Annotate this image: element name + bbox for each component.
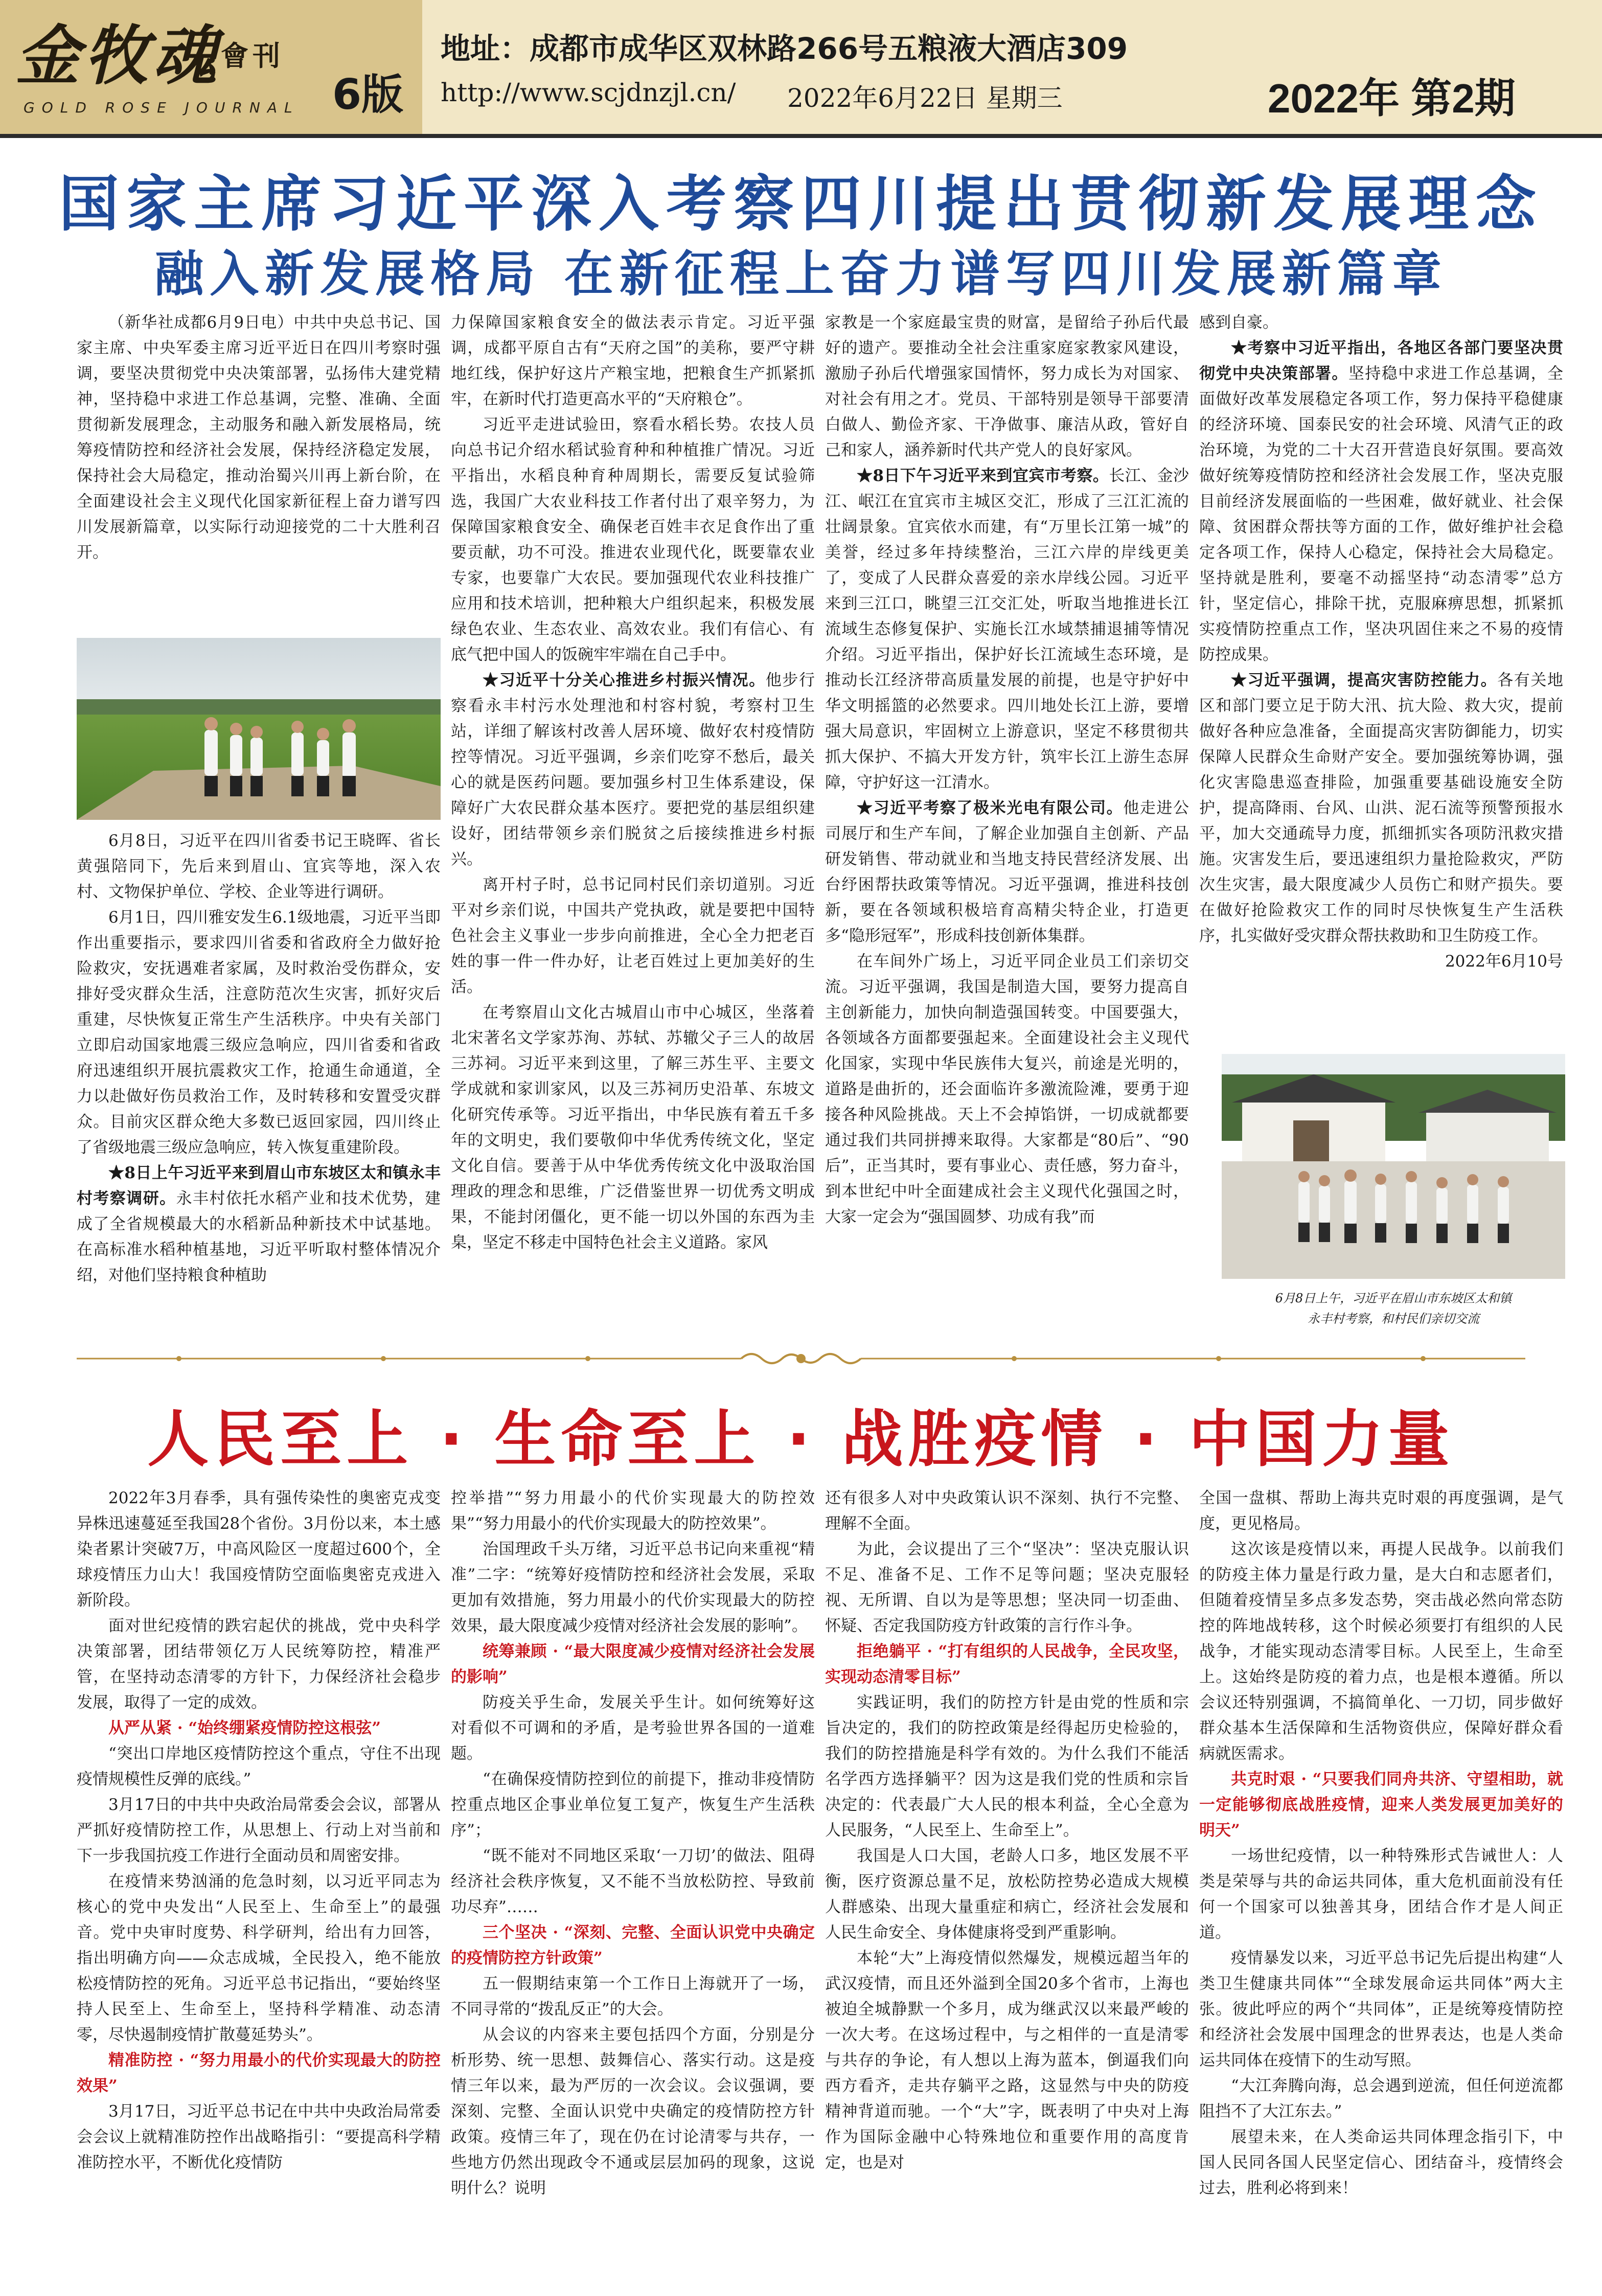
paragraph: 面对世纪疫情的跌宕起伏的挑战，党中央科学决策部署，团结带领亿万人民统筹防控，精准严管，在坚持动态清零的方针下，力保经济社会稳步发展，取得了一定的成效。 <box>77 1617 441 1712</box>
paragraph: “突出口岸地区疫情防控这个重点，守住不出现疫情规模性反弹的底线。” <box>77 1744 441 1788</box>
paragraph: 在疫情来势汹涌的危急时刻，以习近平同志为核心的党中央发出“人民至上、生命至上”的最强音。党中央审时度势、科学研判，给出有力回答，指出明确方向——众志成城，全民投入，绝不能放松疫情防控的死角。习近平总书记指出，“要始终坚持人民至上、生命至上，坚持科学精准、动态清零，尽快遏制疫情扩散蔓延势头”。 <box>77 1872 441 2044</box>
paragraph-body: 他步行察看永丰村污水处理池和村容村貌，考察村卫生站，详细了解该村改善人居环境、做好农村疫情防控等情况。习近平强调，乡亲们吃穿不愁后，最关心的就是医药问题。要加强乡村卫生体系建设，保障好广大农民群众基本医疗。要把党的基层组织建设好，团结带领乡亲们脱贫之后接续推进乡村振兴。 <box>451 671 815 868</box>
article1-column-3 <box>825 310 1189 1230</box>
section-heading: 共克时艰 · “只要我们同舟共济、守望相助，就一定能够彻底战胜疫情，迎来人类发展更加美好的明天” <box>1199 1770 1563 1840</box>
paragraph: 家教是一个家庭最宝贵的财富，是留给子孙后代最好的遗产。要推动全社会注重家庭家教家风建设，激励子孙后代增强家国情怀，努力成长为对国家、对社会有用之才。党员、干部特别是领导干部要清白做人、勤俭齐家、干净做事、廉洁从政，管好自己和家人，涵养新时代共产党人的良好家风。 <box>825 313 1189 460</box>
brand-name: 金牧魂 <box>15 18 221 94</box>
paragraph-body: 坚持稳中求进工作总基调，全面做好改革发展稳定各项工作，努力保持平稳健康的经济环境、国泰民安的社会环境、风清气正的政治环境，为党的二十大召开营造良好氛围。要高效做好统筹疫情防控和经济社会发展工作，坚决克服目前经济发展面临的一些困难，做好就业、社会保障、贫困群众帮扶等方面的工作，做好维护社会稳定各项工作，保持人心稳定，保持社会大局稳定。坚持就是胜利，要毫不动摇坚持“动态清零”总方针，坚定信心，排除干扰，克服麻痹思想，抓紧抓实疫情防控重点工作，坚决巩固住来之不易的疫情防控成果。 <box>1199 364 1564 664</box>
photo-rice-field-inspection <box>77 638 441 820</box>
paragraph: 6月8日，习近平在四川省委书记王晓晖、省长黄强陪同下，先后来到眉山、宜宾等地，深入农村、文物保护单位、学校、企业等进行调研。 <box>77 832 441 901</box>
paragraph: 疫情暴发以来，习近平总书记先后提出构建“人类卫生健康共同体”“全球发展命运共同体”两大主张。彼此呼应的两个“共同体”，正是统筹疫情防控和经济社会发展中国理念的世界表达，也是人类命运共同体在疫情下的生动写照。 <box>1199 1949 1563 2070</box>
paragraph: 实践证明，我们的防控方针是由党的性质和宗旨决定的，我们的防控政策是经得起历史检验的，我们的防控措施是科学有效的。为什么我们不能活名学西方选择躺平？因为这是我们党的性质和宗旨决定的：代表最广大人民的根本利益，全心全意为人民服务，“人民至上、生命至上”。 <box>825 1693 1189 1840</box>
paragraph <box>77 1160 441 1288</box>
photo-caption <box>1222 1288 1565 1329</box>
paragraph: 力保障国家粮食安全的做法表示肯定。习近平强调，成都平原自古有“天府之国”的美称，要严守耕地红线，保护好这片产粮宝地，把粮食生产抓紧抓牢，在新时代打造更高水平的“天府粮仓”。 <box>451 313 815 408</box>
article1-column-1b <box>77 828 441 1288</box>
article1-headline: 国家主席习近平深入考察四川提出贯彻新发展理念 <box>58 168 1543 239</box>
article1-subheadline: 融入新发展格局 在新征程上奋力谱写四川发展新篇章 <box>154 245 1448 303</box>
section-heading: 三个坚决 · “深刻、完整、全面认识党中央确定的疫情防控方针政策” <box>451 1923 815 1967</box>
paragraph: “大江奔腾向海，总会遇到逆流，但任何逆流都阻挡不了大江东去。” <box>1199 2077 1563 2121</box>
paragraph <box>451 668 815 872</box>
section-heading: 从严从紧 · “始终绷紧疫情防控这根弦” <box>108 1719 381 1737</box>
article2-column-3 <box>825 1485 1189 2175</box>
paragraph: 一场世纪疫情，以一种特殊形式告诫世人：人类是荣辱与共的命运共同体，重大危机面前没有任何一个国家可以独善其身，团结合作才是人间正道。 <box>1199 1847 1563 1942</box>
masthead <box>0 0 1602 134</box>
paragraph: 五一假期结束第一个工作日上海就开了一场，不同寻常的“拨乱反正”的大会。 <box>451 1974 815 2018</box>
paragraph: 从会议的内容来主要包括四个方面，分别是分析形势、统一思想、鼓舞信心、落实行动。这是疫情三年以来，最为严厉的一次会议。会议强调，要深刻、完整、全面认识党中央确定的疫情防控方针政策。疫情三年了，现在仍在讨论清零与共存，一些地方仍然出现政令不通或层层加码的现象，这说明什么？说明 <box>451 2026 815 2197</box>
paragraph-lead: ★考察中习近平指出，各地区各部门要坚决贯彻党中央决策部署。 <box>1199 339 1563 383</box>
section-heading: 统筹兼顾 · “最大限度减少疫情对经济社会发展的影响” <box>451 1642 815 1686</box>
issue-number: 2022年 第2期 <box>1268 76 1516 121</box>
paragraph: 控举措”“努力用最小的代价实现最大的防控效果”“努力用最小的代价实现最大的防控效果”。 <box>451 1489 815 1533</box>
paragraph: 在车间外广场上，习近平同企业员工们亲切交流。习近平强调，我国是制造大国，要努力提高自主创新能力，加快向制造强国转变。中国要强大，各领域各方面都要强起来。全面建设社会主义现代化国家，实现中华民族伟大复兴，前途是光明的，道路是曲折的，还会面临许多激流险滩，要勇于迎接各种风险挑战。天上不会掉馅饼，一切成就都要通过我们共同拼搏来取得。大家都是“80后”、“90后”，正当其时，要有事业心、责任感，努力奋斗，到本世纪中叶全面建成社会主义现代化强国之时，大家一定会为“强国圆梦、功成有我”而 <box>825 952 1189 1226</box>
paragraph: 我国是人口大国，老龄人口多，地区发展不平衡，医疗资源总量不足，放松防控势必造成大规模人群感染、出现大量重症和病亡，经济社会发展和人民生命安全、身体健康将受到严重影响。 <box>825 1847 1189 1942</box>
paragraph <box>825 795 1189 949</box>
paragraph <box>825 463 1189 795</box>
paragraph-lead: ★习近平考察了极米光电有限公司。 <box>857 799 1124 817</box>
article1-column-1 <box>77 310 441 565</box>
section-heading: 精准防控 · “努力用最小的代价实现最大的防控效果” <box>77 2051 441 2095</box>
paragraph: 治国理政千头万绪，习近平总书记向来重视“精准”二字：“统筹好疫情防控和经济社会发展，采取更加有效措施，努力用最小的代价实现最大的防控效果，最大限度减少疫情对经济社会发展的影响”。 <box>451 1540 815 1635</box>
paragraph-body: 永丰村依托水稻产业和技术优势，建成了全省规模最大的水稻新品种新技术中试基地。在高标准水稻种植基地，习近平听取村整体情况介绍，对他们坚持粮食种植助 <box>77 1189 441 1284</box>
ornamental-divider <box>77 1348 1525 1369</box>
article2-column-2 <box>451 1485 815 2201</box>
paragraph: （新华社成都6月9日电）中共中央总书记、国家主席、中央军委主席习近平近日在四川考察时强调，要坚决贯彻党中央决策部署，弘扬伟大建党精神，坚持稳中求进工作总基调，完整、准确、全面贯彻新发展理念，主动服务和融入新发展格局，统筹疫情防控和经济社会发展，保持经济稳定发展，保持社会大局稳定，推动治蜀兴川再上新台阶，在全面建设社会主义现代化国家新征程上奋力谱写四川发展新篇章，以实际行动迎接党的二十大胜利召开。 <box>77 313 441 562</box>
paragraph: “既不能对不同地区采取‘一刀切’的做法、阻碍经济社会秩序恢复，又不能不当放松防控、导致前功尽弃”…… <box>451 1847 815 1916</box>
article2-column-4 <box>1199 1485 1563 2201</box>
paragraph: 6月1日，四川雅安发生6.1级地震，习近平当即作出重要指示，要求四川省委和省政府全力做好抢险救灾，安抚遇难者家属，及时救治受伤群众，安排好受灾群众生活，注意防范次生灾害，抓好灾后重建，尽快恢复正常生产生活秩序。中央有关部门立即启动国家地震三级应急响应，四川省委和省政府迅速组织开展抗震救灾工作，抢通生命通道，全力以赴做好伤员救治工作，及时转移和安置受灾群众。目前灾区群众绝大多数已返回家园，四川终止了省级地震三级应急响应，转入恢复重建阶段。 <box>77 908 441 1157</box>
paragraph: 2022年3月春季，具有强传染性的奥密克戎变异株迅速蔓延至我国28个省份。3月份以来，本土感染者累计突破7万，中高风险区一度超过600个，全球疫情压力山大！我国疫情防空面临奥密克戎进入新阶段。 <box>77 1489 441 1610</box>
paragraph: “在确保疫情防控到位的前提下，推动非疫情防控重点地区企事业单位复工复产，恢复生产生活秩序”； <box>451 1770 815 1840</box>
website-link[interactable]: http://www.scjdnzjl.cn/ <box>441 78 736 107</box>
issue-date: 2022年6月22日 星期三 <box>787 83 1063 113</box>
paragraph: 防疫关乎生命，发展关乎生计。如何统筹好这对看似不可调和的矛盾，是考验世界各国的一道难题。 <box>451 1693 815 1763</box>
paragraph: 展望未来，在人类命运共同体理念指引下，中国人民同各国人民坚定信心、团结奋斗，疫情终会过去，胜利必将到来！ <box>1199 2128 1563 2197</box>
brand-english: GOLD ROSE JOURNAL <box>24 99 300 116</box>
section-heading: 拒绝躺平 · “打有组织的人民战争，全民攻坚，实现动态清零目标” <box>825 1642 1189 1686</box>
masthead-rule <box>0 134 1602 138</box>
paragraph: 习近平走进试验田，察看水稻长势。农技人员向总书记介绍水稻试验育种和种植推广情况。习近平指出，水稻良种育种周期长，需要反复试验筛选，我国广大农业科技工作者付出了艰辛努力，为保障国家粮食安全、确保老百姓丰衣足食作出了重要贡献，功不可没。推进农业现代化，既要靠农业专家，也要靠广大农民。要加强现代农业科技推广应用和技术培训，把种粮大户组织起来，积极发展绿色农业、生态农业、高效农业。我们有信心、有底气把中国人的饭碗牢牢端在自己手中。 <box>451 416 815 664</box>
paragraph: 全国一盘棋、帮助上海共克时艰的再度强调，是气度，更见格局。 <box>1199 1489 1563 1533</box>
paragraph <box>1199 335 1563 668</box>
paragraph-body: 各有关地区和部门要立足于防大汛、抗大险、救大灾，提前做好各种应急准备，全面提高灾害防御能力，切实保障人民群众生命财产安全。要加强统筹协调，强化灾害隐患巡查排险，加强重要基础设施安全防护，提高降雨、台风、山洪、泥石流等预警预报水平，加大交通疏导力度，抓细抓实各项防汛救灾措施。灾害发生后，要迅速组织力量抢险救灾，严防次生灾害，最大限度减少人员伤亡和财产损失。要在做好抢险救灾工作的同时尽快恢复生产生活秩序，扎实做好受灾群众帮扶救助和卫生防疫工作。 <box>1199 671 1564 945</box>
photo-village-exchange <box>1222 1054 1565 1279</box>
paragraph: 这次该是疫情以来，再提人民战争。以前我们的防疫主体力量是行政力量，是大白和志愿者们，但随着疫情呈多点多发态势，突击战必然向常态防控的阵地战转移，这个时候必须要打有组织的人民战争，才能实现动态清零目标。人民至上，生命至上。这始终是防疫的着力点，也是根本遵循。所以会议还特别强调，不搞简单化、一刀切，同步做好群众基本生活保障和生活物资供应，保障好群众看病就医需求。 <box>1199 1540 1563 1763</box>
page-number: 6版 <box>332 71 404 119</box>
paragraph-lead: ★习近平十分关心推进乡村振兴情况。 <box>483 671 766 690</box>
article2-headline: 人民至上 · 生命至上 · 战胜疫情 · 中国力量 <box>147 1404 1455 1475</box>
caption-line: 6月8日上午，习近平在眉山市东坡区太和镇 <box>1275 1291 1512 1305</box>
paragraph-body: 长江、金沙江、岷江在宜宾市主城区交汇，形成了三江汇流的壮阔景象。宜宾依水而建，有“万里长江第一城”的美誉，经过多年持续整治，三江六岸的岸线更美了，变成了人民群众喜爱的亲水岸线公园。习近平来到三江口，眺望三江交汇处，听取当地推进长江流域生态修复保护、实施长江水域禁捕退捕等情况介绍。习近平指出，保护好长江流域生态环境，是推动长江经济带高质量发展的前提，也是守护好中华文明摇篮的必然要求。四川地处长江上游，要增强大局意识，牢固树立上游意识，坚定不移贯彻共抓大保护、不搞大开发方针，筑牢长江上游生态屏障，守护好这一江清水。 <box>825 467 1189 792</box>
paragraph: 在考察眉山文化古城眉山市中心城区，坐落着北宋著名文学家苏洵、苏轼、苏辙父子三人的故居三苏祠。习近平来到这里，了解三苏生平、主要文学成就和家训家风，以及三苏祠历史沿革、东坡文化研究传承等。习近平指出，中华民族有着五千多年的文明史，我们要敬仰中华优秀传统文化，坚定文化自信。要善于从中华优秀传统文化中汲取治国理政的理念和思维，广泛借鉴世界一切优秀文明成果，不能封闭僵化，更不能一切以外国的东西为圭臬，坚定不移走中国特色社会主义道路。家风 <box>451 1003 815 1252</box>
article1-column-4 <box>1199 310 1563 974</box>
paragraph: 为此，会议提出了三个“坚决”：坚决克服认识不足、准备不足、工作不足等问题；坚决克服轻视、无所谓、自以为是等思想；坚决同一切歪曲、怀疑、否定我国防疫方针政策的言行作斗争。 <box>825 1540 1189 1635</box>
article2-column-1 <box>77 1485 441 2175</box>
paragraph: 3月17日，习近平总书记在中共中央政治局常委会会议上就精准防控作出战略指引：“要提高科学精准防控水平，不断优化疫情防 <box>77 2102 441 2172</box>
caption-line: 永丰村考察，和村民们亲切交流 <box>1308 1312 1479 1326</box>
brand-suffix: 會刊 <box>221 39 284 72</box>
paragraph <box>1199 668 1563 949</box>
paragraph-lead: ★8日下午习近平来到宜宾市考察。 <box>857 467 1109 485</box>
address: 地址：成都市成华区双林路266号五粮液大酒店309 <box>441 31 1128 66</box>
paragraph: 3月17日的中共中央政治局常委会会议，部署从严抓好疫情防控工作，从思想上、行动上对当前和下一步我国抗疫工作进行全面动员和周密安排。 <box>77 1796 441 1865</box>
paragraph-lead: ★8日上午习近平来到眉山市东坡区太和镇永丰村考察调研。 <box>77 1164 441 1208</box>
paragraph: 本轮“大”上海疫情似然爆发，规模远超当年的武汉疫情，而且还外溢到全国20多个省市，上海也被迫全城静默一个多月，成为继武汉以来最严峻的一次大考。在这场过程中，与之相伴的一直是清零与共存的争论，有人想以上海为蓝本，倒逼我们向西方看齐，走共存躺平之路，这显然与中央的防疫精神背道而驰。一个“大”字，既表明了中央对上海作为国际金融中心特殊地位和重要作用的高度肯定，也是对 <box>825 1949 1189 2172</box>
paragraph-body: 他走进公司展厅和生产车间，了解企业加强自主创新、产品研发销售、带动就业和当地支持民营经济发展、出台纾困帮扶政策等情况。习近平强调，推进科技创新，要在各领域积极培育高精尖特企业，打造更多“隐形冠军”，形成科技创新体集群。 <box>825 799 1189 945</box>
article1-column-2 <box>451 310 815 1255</box>
paragraph: 还有很多人对中央政策认识不深刻、执行不完整、理解不全面。 <box>825 1489 1189 1533</box>
paragraph: 感到自豪。 <box>1199 313 1278 332</box>
paragraph-lead: ★习近平强调，提高灾害防控能力。 <box>1231 671 1498 690</box>
paragraph: 离开村子时，总书记同村民们亲切道别。习近平对乡亲们说，中国共产党执政，就是要把中国特色社会主义事业一步步向前推进，全心全力把老百姓的事一件一件办好，让老百姓过上更加美好的生活。 <box>451 876 815 996</box>
dateline: 2022年6月10号 <box>1445 952 1563 971</box>
